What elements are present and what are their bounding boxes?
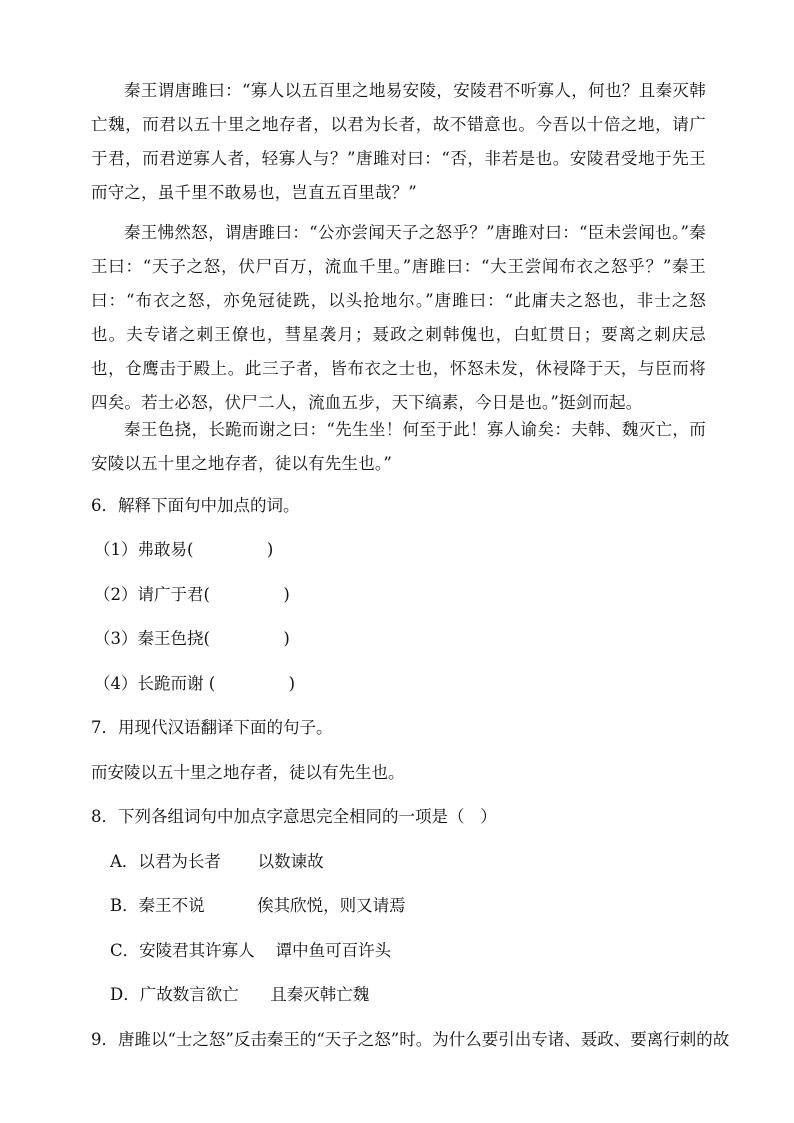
question-6-item-4: （4）长跪而谢 ( ) [94, 674, 296, 693]
question-8-title: 8．下列各组词句中加点字意思完全相同的一项是（ ） [91, 807, 497, 826]
question-6-item-2: （2）请广于君( ) [94, 585, 290, 604]
question-6-item-1: （1）弗敢易( ) [94, 540, 274, 559]
question-8-option-c: C．安陵君其许寡人 谭中鱼可百许头 [110, 941, 392, 960]
passage-paragraph-2: 秦王怫然怒，谓唐雎曰：“公亦尝闻天子之怒乎？”唐雎对曰：“臣未尝闻也。”秦王曰：“天子之怒，伏尸百万，流血千里。”唐雎曰：“大王尝闻布衣之怒乎？”秦王曰：“布衣之怒，亦免冠徒跣，以头抢地尔。”唐雎曰：“此庸夫之怒也，非士之怒也。夫专诸之刺王僚也，彗星袭月；聂政之刺韩傀也，白虹贯日；要离之刺庆忌也，仓鹰击于殿上。此三子者，皆布衣之士也，怀怒未发，休祲降于天，与臣而将四矣。若士必怒，伏尸二人，流血五步，天下缟素，今日是也。”挺剑而起。 [91, 223, 706, 412]
question-6-title: 6．解释下面句中加点的词。 [91, 496, 300, 515]
passage-paragraph-3: 秦王色挠，长跪而谢之曰：“先生坐！何至于此！寡人谕矣：夫韩、魏灭亡，而安陵以五十里之地存者，徒以有先生也。” [91, 420, 706, 473]
question-8-option-b: B．秦王不说 俟其欣悦，则又请焉 [110, 896, 406, 915]
question-8-option-a: A．以君为长者 以数谏故 [110, 852, 324, 871]
question-6-item-3: （3）秦王色挠( ) [94, 629, 290, 648]
question-9-title: 9．唐雎以“士之怒”反击秦王的“天子之怒”时。为什么要引出专诸、聂政、要离行刺的故 [91, 1030, 730, 1049]
question-7-title: 7．用现代汉语翻译下面的句子。 [91, 718, 333, 737]
question-8-option-d: D．广故数言欲亡 且秦灭韩亡魏 [110, 985, 370, 1004]
passage-paragraph-1: 秦王谓唐雎曰：“寡人以五百里之地易安陵，安陵君不听寡人，何也？且秦灭韩亡魏，而君以五十里之地存者，以君为长者，故不错意也。今吾以十倍之地，请广于君，而君逆寡人者，轻寡人与？”唐雎对曰：“否，非若是也。安陵君受地于先王而守之，虽千里不敢易也，岂直五百里哉？” [91, 81, 706, 202]
question-7-sentence: 而安陵以五十里之地存者，徒以有先生也。 [91, 763, 405, 782]
